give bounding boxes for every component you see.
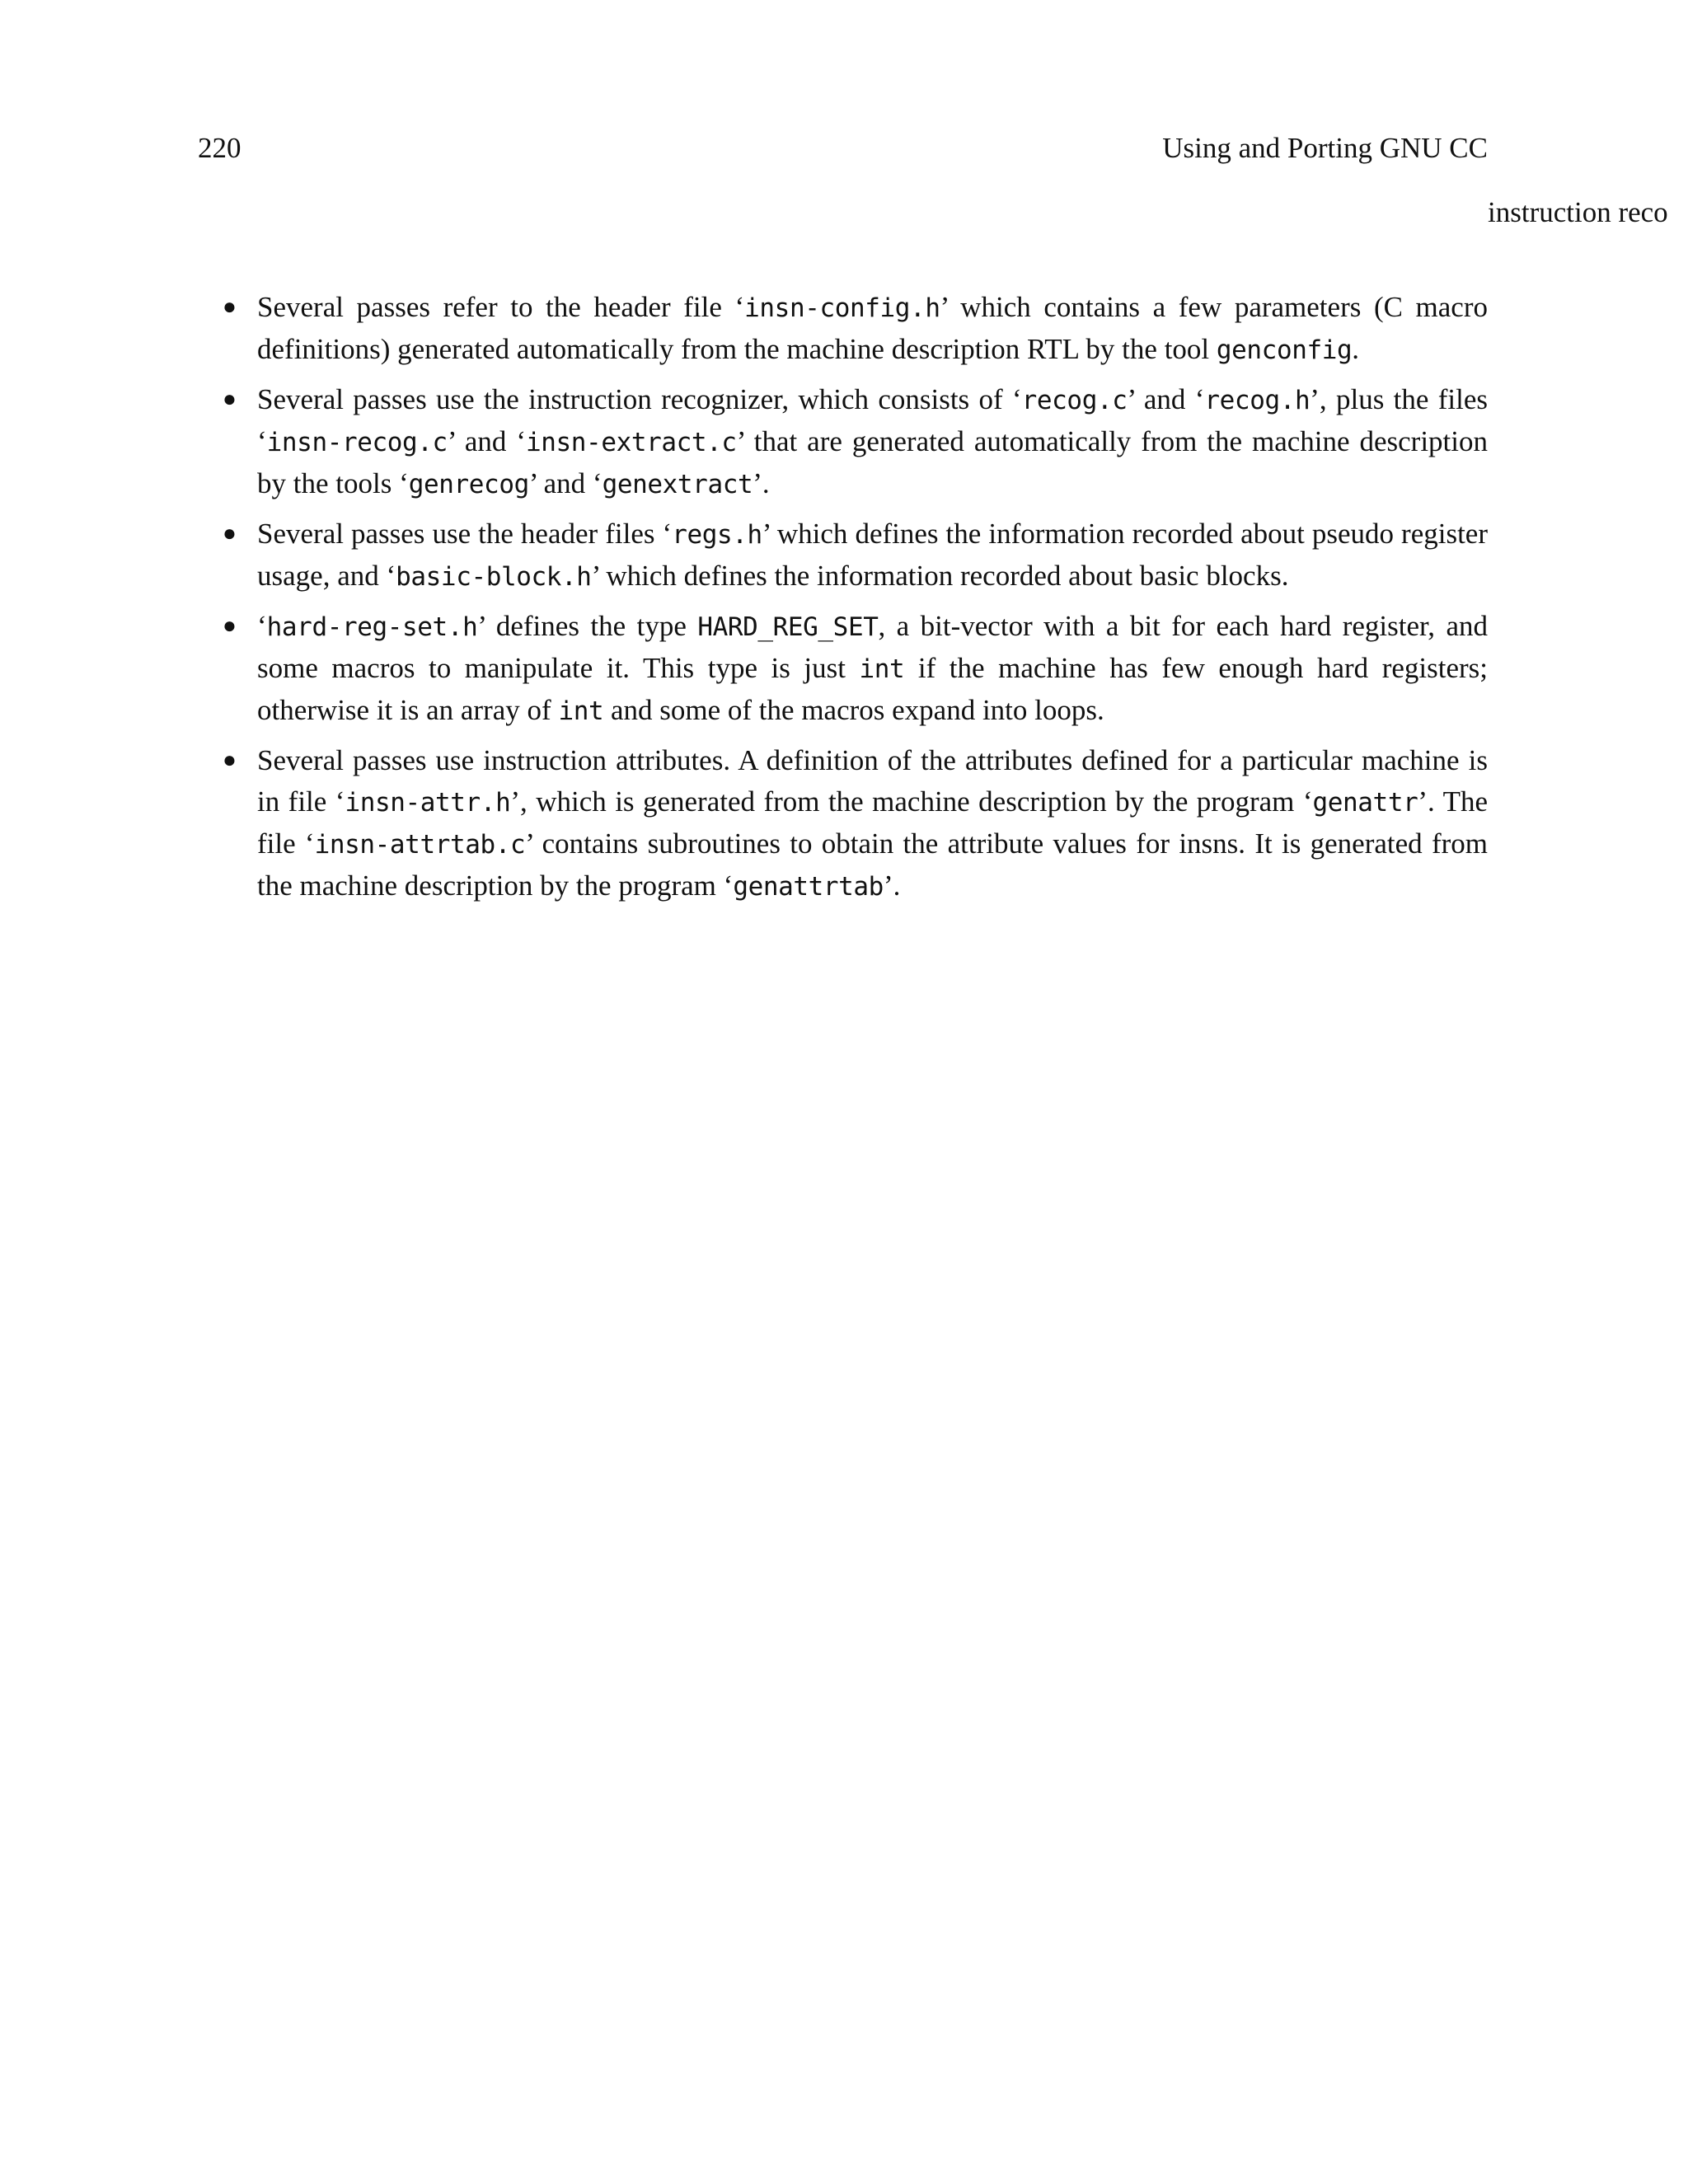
code-type-name: HARD_REG_SET — [697, 612, 879, 642]
code-tool-name: genextract — [602, 470, 753, 499]
item-text: ’. — [883, 869, 901, 902]
item-text: Several passes refer to the header file ‘ — [257, 291, 745, 323]
code-filename: insn-config.h — [744, 293, 940, 323]
item-text: if the machine has few enough hard registers; otherwise it is an array of — [257, 652, 1488, 726]
item-text: ’ that are generated automatically from the machine description by the tools ‘ — [257, 425, 1488, 499]
bullet-icon: ● — [223, 387, 237, 412]
code-filename: hard-reg-set.h — [266, 612, 478, 642]
code-tool-name: genconfig — [1216, 335, 1353, 365]
item-text: ’ contains subroutines to obtain the attribute values for insns. It is generated from the machine description by the program ‘ — [257, 827, 1488, 902]
item-text: ’ which defines the information recorded about basic blocks. — [591, 560, 1289, 592]
code-filename: regs.h — [672, 520, 762, 550]
code-tool-name: genattr — [1312, 788, 1418, 818]
code-tool-name: genattrtab — [733, 872, 884, 902]
list-item — [223, 379, 1488, 505]
item-text: ’ and ‘ — [528, 467, 603, 499]
code-filename: recog.h — [1204, 386, 1311, 415]
item-text: ’, plus the files ‘ — [257, 383, 1489, 457]
code-filename: insn-extract.c — [526, 428, 737, 457]
list-item — [223, 606, 1488, 732]
code-filename: basic-block.h — [396, 562, 592, 592]
code-filename: recog.c — [1021, 386, 1128, 415]
list-item — [223, 513, 1488, 598]
item-text: Several passes use instruction attributes. A definition of the attributes defined for a particular machine is in file ‘ — [257, 744, 1488, 818]
bullet-icon: ● — [223, 294, 237, 320]
item-text: ’, which is generated from the machine description by the program ‘ — [510, 785, 1313, 818]
code-filename: insn-attr.h — [345, 788, 511, 818]
item-text: ’ defines the type — [477, 610, 698, 642]
page-number: 220 — [198, 132, 241, 164]
item-text: and some of the macros expand into loops. — [603, 694, 1104, 726]
bullet-icon: ● — [223, 521, 237, 546]
code-tool-name: genrecog — [408, 470, 529, 499]
list-item — [223, 287, 1488, 371]
item-text: ’. The file ‘ — [257, 785, 1489, 860]
item-text: ’ and ‘ — [1127, 383, 1205, 415]
item-text: ’ and ‘ — [447, 425, 526, 457]
item-text: Several passes use the instruction recognizer, which consists of ‘ — [257, 383, 1022, 415]
bullet-icon: ● — [223, 613, 237, 639]
item-text: ’ which contains a few parameters (C macro definitions) generated automatically from the machine description RTL by the tool — [257, 291, 1488, 365]
code-filename: insn-attrtab.c — [314, 830, 526, 860]
item-text: ‘ — [257, 610, 267, 642]
code-type-name: int — [558, 696, 604, 726]
item-text: Several passes use the header files ‘ — [257, 518, 673, 550]
item-text: ’. — [753, 467, 770, 499]
margin-note: instruction reco — [1488, 196, 1668, 228]
code-filename: insn-recog.c — [266, 428, 448, 457]
list-item — [223, 740, 1488, 907]
running-title: Using and Porting GNU CC — [1162, 132, 1488, 164]
bullet-icon: ● — [223, 748, 237, 773]
item-text: ’ which defines the information recorded about pseudo register usage, and ‘ — [257, 518, 1488, 592]
item-text: , a bit-vector with a bit for each hard register, and some macros to manipulate it. This type is just — [257, 610, 1488, 684]
code-type-name: int — [859, 654, 905, 684]
bullet-list — [223, 287, 1488, 916]
item-text: . — [1352, 333, 1360, 365]
